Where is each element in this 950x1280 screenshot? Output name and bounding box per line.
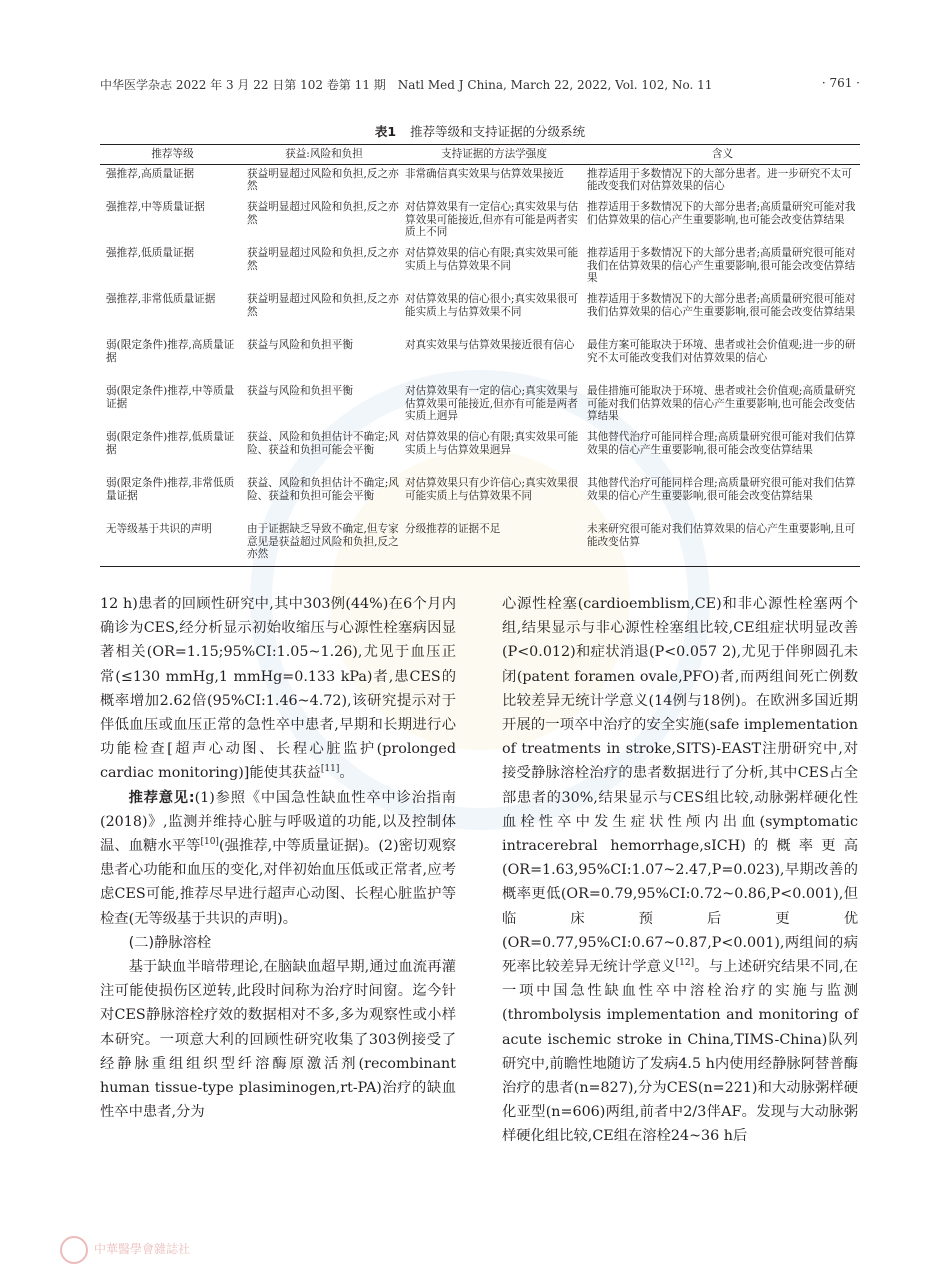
column-header: 含义 (585, 145, 860, 165)
table-cell: 强推荐,高质量证据 (106, 167, 195, 180)
table-cell: 最佳方案可能取决于环境、患者或社会价值观;进一步的研究不太可能改变我们对估算效果的信心 (587, 339, 856, 364)
table-cell: 对估算效果的信心很小;真实效果很可能实质上与估算效果不同 (405, 293, 579, 318)
paragraph-text: (1)参照《中国急性缺血性卒中诊治指南(2018)》,监测并维持心脏与呼吸道的功能,以及控制体温、血糖水平等 (100, 789, 457, 855)
table-cell: 对估算效果有一定的信心;真实效果与估算效果可能接近,但亦有可能是两者实质上迥异 (405, 385, 579, 423)
table-row (100, 290, 860, 336)
table-cell: 对估算效果的信心有限;真实效果可能实质上与估算效果迥异 (405, 431, 579, 456)
column-header: 支持证据的方法学强度 (403, 145, 585, 165)
table-row (100, 520, 860, 566)
table-cell: 推荐适用于多数情况下的大部分患者;高质量研究很可能对我们估算效果的信心产生重要影响,很可能会改变估算结果 (587, 293, 856, 318)
table-cell: 获益与风险和负担平衡 (247, 385, 353, 398)
table-row (100, 244, 860, 290)
table-cell: 其他替代治疗可能同样合理;高质量研究很可能对我们估算效果的信心产生重要影响,很可能会改变估算结果 (587, 477, 856, 502)
journal-citation: 中华医学杂志 2022 年 3 月 22 日第 102 卷第 11 期 Natl Med J China, March 22, 2022, Vol. 102, No. 11 (100, 78, 713, 92)
column-header: 推荐等级 (100, 145, 245, 165)
table-cell: 获益、风险和负担估计不确定;风险、获益和负担可能会平衡 (247, 431, 399, 456)
table-cell: 获益明显超过风险和负担,反之亦然 (247, 201, 399, 226)
table-title: 推荐等级和支持证据的分级系统 (410, 124, 586, 139)
table-cell: 对估算效果有一定信心;真实效果与估算效果可能接近,但亦有可能是两者实质上不同 (405, 201, 579, 239)
table-row (100, 382, 860, 428)
table-cell: 弱(限定条件)推荐,非常低质量证据 (106, 477, 235, 502)
table-caption (100, 122, 860, 140)
citation-ref: [11] (320, 764, 340, 775)
paragraph-text: 。 (339, 765, 354, 782)
seal-icon (60, 1236, 88, 1264)
table-row (100, 474, 860, 520)
running-header (100, 76, 860, 96)
table-cell: 对真实效果与估算效果接近很有信心 (405, 339, 575, 352)
table-row (100, 336, 860, 382)
table-cell: 对估算效果的信心有限;真实效果可能实质上与估算效果不同 (405, 247, 579, 272)
table-cell: 获益明显超过风险和负担,反之亦然 (247, 247, 399, 272)
page-number: · 761 · (821, 76, 860, 90)
table-row (100, 428, 860, 474)
table-row (100, 164, 860, 198)
table-cell: 获益、风险和负担估计不确定;风险、获益和负担可能会平衡 (247, 477, 399, 502)
table-cell: 无等级基于共识的声明 (100, 520, 245, 566)
table-header-row (100, 145, 860, 165)
paragraph-text: (强推荐,中等质量证据)。(2)密切观察患者心功能和血压的变化,对伴初始血压低或正常者,应考虑CES可能,推荐尽早进行超声心动图、长程心脏监护等检查(无等级基于共识的声明)。 (100, 838, 457, 927)
table-cell: 弱(限定条件)推荐,低质量证据 (106, 431, 235, 456)
table-row (100, 198, 860, 244)
paragraph-text: 心源性栓塞(cardioemblism,CE)和非心源性栓塞两个组,结果显示与非心源性栓塞组比较,CE组症状明显改善(P<0.012)和症状消退(P<0.057 2),尤见于伴卵圆孔未闭(patent foramen ovale,PFO)者,而两组间死亡例数比较差异无统计学意义(14例与18例)。在欧洲多国近期开展的一项卒中治疗的安全实施(safe implementation of treatments in stroke,SITS)-EAST注册研究中,对接受静脉溶栓治疗的患者数据进行了分析,其中CES占全部患者的30%,结果显示与CES组比较,动脉粥样硬化性血栓性卒中发生症状性颅内出血(symptomatic intracerebral hemorrhage,sICH)的概率更高(OR=1.63,95%CI:1.07~2.47,P=0.023),早期改善的概率更低(OR=0.79,95%CI:0.72~0.86,P<0.001),但临床预后更优(OR=0.77,95%CI:0.67~0.87,P<0.001),两组间的病死率比较差异无统计学意义 (502, 596, 858, 976)
table-cell: 获益与风险和负担平衡 (247, 339, 353, 352)
paragraph (100, 592, 456, 786)
table-cell: 未来研究很可能对我们估算效果的信心产生重要影响,且可能改变估算 (585, 520, 860, 566)
table-cell: 强推荐,中等质量证据 (106, 201, 205, 214)
table-cell: 推荐适用于多数情况下的大部分患者;高质量研究可能对我们估算效果的信心产生重要影响,也可能会改变估算结果 (587, 201, 856, 226)
table-cell: 推荐适用于多数情况下的大部分患者;高质量研究很可能对我们在估算效果的信心产生重要影响,很可能会改变估算结果 (587, 247, 856, 285)
table-cell: 强推荐,低质量证据 (106, 247, 195, 260)
recommendation-paragraph (100, 786, 456, 931)
table-cell: 最佳措施可能取决于环境、患者或社会价值观;高质量研究可能对我们估算效果的信心产生重要影响,也可能会改变估算结果 (587, 385, 856, 423)
citation-ref: [12] (675, 958, 695, 969)
body-columns (100, 592, 860, 1232)
table-label: 表1 (374, 124, 397, 139)
left-column (100, 592, 456, 1124)
paragraph (502, 592, 858, 1149)
publisher-logo (60, 1236, 330, 1266)
publisher-name: 中華醫學會雜誌社 (94, 1242, 191, 1256)
paragraph: 基于缺血半暗带理论,在脑缺血超早期,通过血流再灌注可能使损伤区逆转,此段时间称为治疗时间窗。迄今针对CES静脉溶栓疗效的数据相对不多,多为观察性或小样本研究。一项意大利的回顾性研究收集了303例接受了经静脉重组组织型纤溶酶原激活剂(recombinant human tissue-type plasiminogen,rt-PA)治疗的缺血性卒中患者,分为 (100, 959, 456, 1121)
table-cell: 非常确信真实效果与估算效果接近 (405, 167, 564, 180)
table-cell: 获益明显超过风险和负担,反之亦然 (247, 293, 399, 318)
paragraph-text: 12 h)患者的回顾性研究中,其中303例(44%)在6个月内确诊为CES,经分析显示初始收缩压与心源性栓塞病因显著相关(OR=1.15;95%CI:1.05~1.26),尤见于血压正常(≤130 mmHg,1 mmHg=0.133 kPa)者,患CES的概率增加2.62倍(95%CI:1.46~4.72),该研究提示对于伴低血压或血压正常的急性卒中患者,早期和长期进行心功能检查[超声心动图、长程心脏监护(prolonged cardiac monitoring)]能使其获益 (100, 596, 456, 782)
table-cell: 对估算效果只有少许信心;真实效果很可能实质上与估算效果不同 (405, 477, 579, 502)
section-heading: (二)静脉溶栓 (128, 934, 212, 951)
table-cell: 分级推荐的证据不足 (403, 520, 585, 566)
table-cell: 弱(限定条件)推荐,高质量证据 (106, 339, 235, 364)
grading-table (100, 144, 860, 567)
column-header: 获益:风险和负担 (245, 145, 403, 165)
paragraph-text: 。与上述研究结果不同,在一项中国急性缺血性卒中溶栓治疗的实施与监测(thrombolysis implementation and monitoring of acute ischemic stroke in China,TIMS-China)队列研究中,前瞻性地随访了发病4.5 h内使用经静脉阿替普酶治疗的患者(n=827),分为CES(n=221)和大动脉粥样硬化亚型(n=606)两组,前者中2/3伴AF。发现与大动脉粥样硬化组比较,CE组在溶栓24~36 h后 (502, 959, 859, 1145)
right-column (502, 592, 858, 1149)
table-cell: 强推荐,非常低质量证据 (106, 293, 216, 306)
table-cell: 由于证据缺乏导致不确定,但专家意见是获益超过风险和负担,反之亦然 (245, 520, 403, 566)
table-cell: 推荐适用于多数情况下的大部分患者。进一步研究不太可能改变我们对估算效果的信心 (587, 167, 852, 193)
table-cell: 弱(限定条件)推荐,中等质量证据 (106, 385, 235, 410)
recommendation-label: 推荐意见: (128, 789, 195, 806)
table-cell: 其他替代治疗可能同样合理;高质量研究很可能对我们估算效果的信心产生重要影响,很可能会改变估算结果 (587, 431, 856, 456)
table-cell: 获益明显超过风险和负担,反之亦然 (247, 167, 399, 193)
citation-ref: [10] (200, 837, 219, 848)
